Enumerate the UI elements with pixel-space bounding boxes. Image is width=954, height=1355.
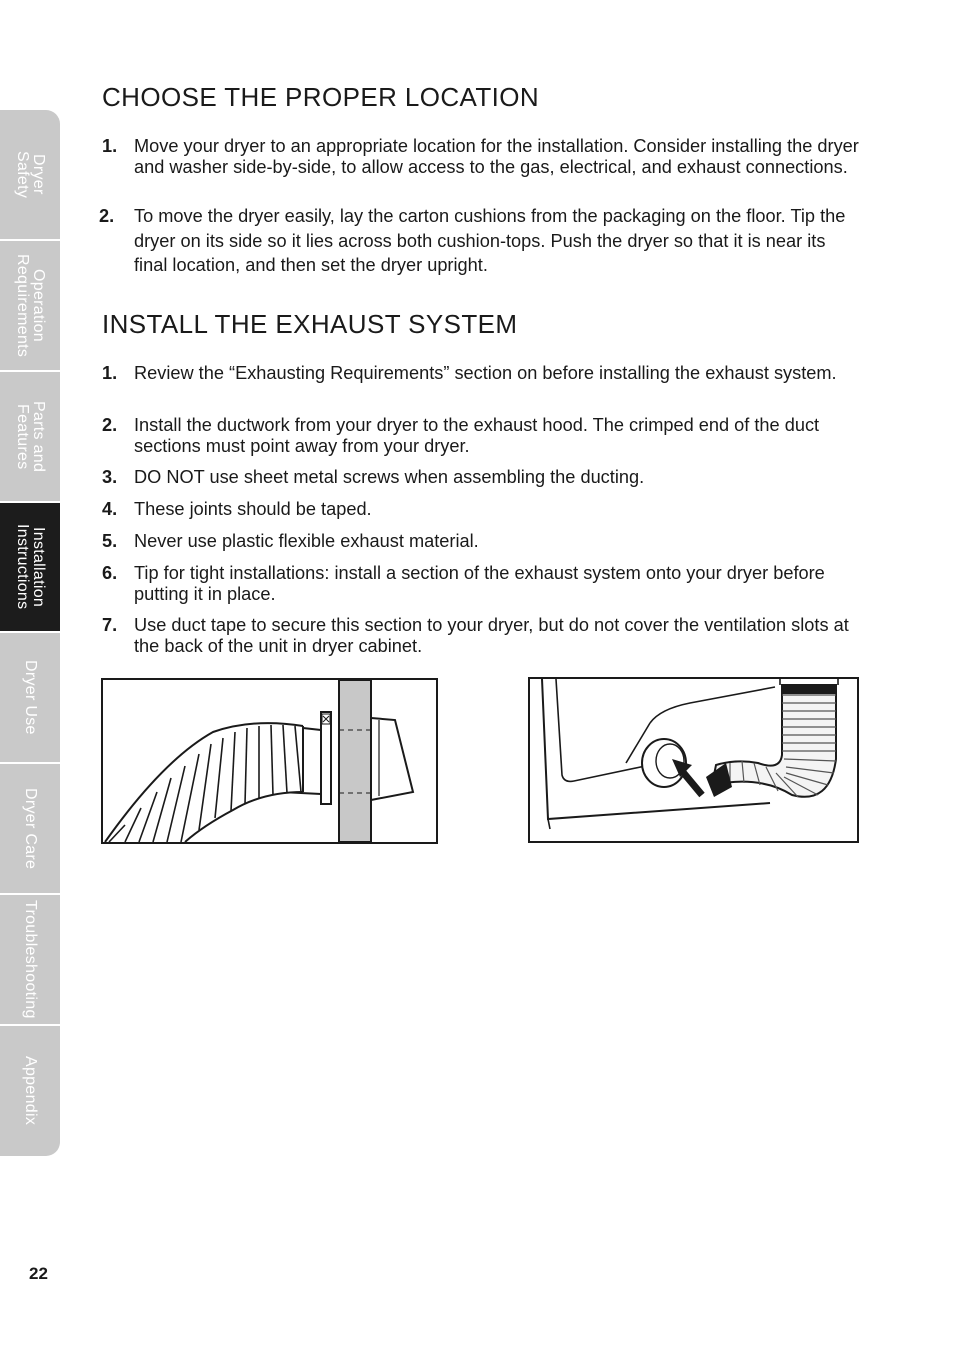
list-item <box>99 204 862 278</box>
tab-troubleshooting[interactable] <box>0 895 60 1026</box>
tab-operation-requirements[interactable] <box>0 241 60 372</box>
page-number: 22 <box>29 1264 48 1283</box>
item-number: 1. <box>102 363 118 383</box>
item-number: 5. <box>102 531 118 551</box>
list-item <box>102 363 862 384</box>
item-text: Install the ductwork from your dryer to the exhaust hood. The crimped end of the duct sections must point away from your dryer. <box>134 415 820 456</box>
list-item <box>102 615 862 656</box>
item-number: 3. <box>102 467 118 487</box>
item-text: DO NOT use sheet metal screws when assembling the ducting. <box>134 467 645 487</box>
list-item <box>102 415 862 456</box>
tab-dryer-safety[interactable] <box>0 110 60 241</box>
tab-label: Dryer Use <box>22 660 39 735</box>
tab-appendix[interactable] <box>0 1026 60 1156</box>
list-item <box>102 531 862 552</box>
item-text: Never use plastic flexible exhaust material. <box>134 531 479 551</box>
tab-dryer-use[interactable] <box>0 633 60 764</box>
tab-dryer-care[interactable] <box>0 764 60 895</box>
item-text: To move the dryer easily, lay the carton cushions from the packaging on the floor. Tip the dryer on its side so it lies across both cushion-tops. Push the dryer so that it is near its final location, and then set the dryer upright. <box>134 206 846 275</box>
list-item <box>102 499 862 520</box>
tab-label: Operation Requirements <box>14 253 47 358</box>
side-tabs <box>0 110 60 1156</box>
item-number: 2. <box>102 415 118 435</box>
item-text: Tip for tight installations: install a section of the exhaust system onto your dryer before putting it in place. <box>134 563 825 604</box>
item-text: Move your dryer to an appropriate location for the installation. Consider installing the dryer and washer side-by-side, to allow access to the gas, electrical, and exhaust connections. <box>134 136 859 177</box>
item-number: 7. <box>102 615 118 635</box>
section-title-location: CHOOSE THE PROPER LOCATION <box>102 82 540 112</box>
duct-wall-drawing <box>103 680 436 842</box>
dryer-duct-illustration <box>528 677 859 843</box>
tab-label: Troubleshooting <box>22 900 39 1019</box>
item-number: 2. <box>99 206 115 226</box>
item-text: Use duct tape to secure this section to your dryer, but do not cover the ventilation slots at the back of the unit in dryer cabinet. <box>134 615 849 656</box>
tab-label: Dryer Care <box>22 787 39 870</box>
dryer-duct-drawing <box>530 679 857 841</box>
list-item <box>102 467 862 488</box>
duct-wall-illustration <box>101 678 438 844</box>
item-number: 4. <box>102 499 118 519</box>
tab-label: Appendix <box>22 1056 39 1126</box>
item-text: Review the “Exhausting Requirements” section on before installing the exhaust system. <box>134 363 837 383</box>
tab-installation-instructions[interactable] <box>0 503 60 633</box>
section-title-exhaust: INSTALL THE EXHAUST SYSTEM <box>102 309 518 339</box>
item-number: 6. <box>102 563 118 583</box>
list-item <box>102 563 862 604</box>
item-text: These joints should be taped. <box>134 499 372 519</box>
item-number: 1. <box>102 136 118 156</box>
list-item <box>102 136 862 177</box>
tab-label: Dryer Safety <box>14 150 47 199</box>
tab-label: Parts and Features <box>14 400 47 473</box>
tab-parts-and-features[interactable] <box>0 372 60 503</box>
tab-label: Installation Instructions <box>14 524 47 610</box>
